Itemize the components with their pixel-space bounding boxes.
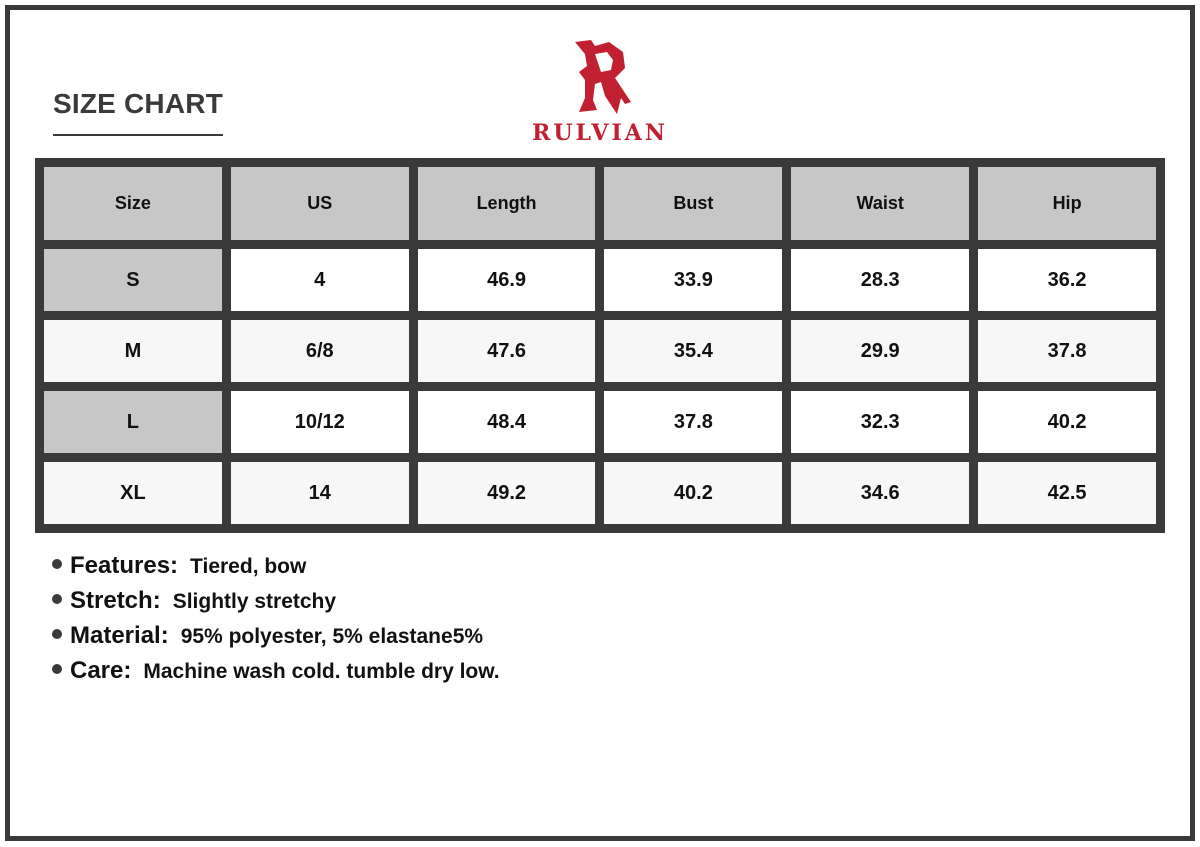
- table-row: [44, 249, 1156, 311]
- header-length: Length: [418, 167, 596, 240]
- list-item: [52, 552, 500, 587]
- feature-label: Features:: [70, 552, 179, 579]
- feature-value: Tiered, bow: [190, 555, 307, 578]
- bust-cell: 40.2: [604, 462, 782, 524]
- hip-cell: 40.2: [978, 391, 1156, 453]
- header-hip: Hip: [978, 167, 1156, 240]
- waist-cell: 34.6: [791, 462, 969, 524]
- table-row: [44, 462, 1156, 524]
- size-cell: S: [44, 249, 222, 311]
- waist-cell: 28.3: [791, 249, 969, 311]
- hip-cell: 36.2: [978, 249, 1156, 311]
- header-size: Size: [44, 167, 222, 240]
- bust-cell: 33.9: [604, 249, 782, 311]
- stretch-value: Slightly stretchy: [172, 590, 337, 613]
- hip-cell: 42.5: [978, 462, 1156, 524]
- material-value: 95% polyester, 5% elastane5%: [180, 625, 484, 648]
- header-bust: Bust: [604, 167, 782, 240]
- brand-logo: [520, 38, 680, 148]
- bust-cell: 35.4: [604, 320, 782, 382]
- list-item: [52, 587, 500, 622]
- us-cell: 14: [231, 462, 409, 524]
- material-label: Material:: [70, 622, 169, 649]
- bullet-icon: [52, 664, 62, 674]
- bust-cell: 37.8: [604, 391, 782, 453]
- size-cell: M: [44, 320, 222, 382]
- list-item: [52, 657, 500, 692]
- size-cell: XL: [44, 462, 222, 524]
- care-value: Machine wash cold. tumble dry low.: [143, 660, 500, 683]
- table-header-row: [44, 167, 1156, 240]
- brand-name: RULVIAN: [532, 120, 668, 146]
- bullet-icon: [52, 629, 62, 639]
- features-list: [52, 552, 500, 692]
- length-cell: 47.6: [418, 320, 596, 382]
- list-item: [52, 622, 500, 657]
- size-cell: L: [44, 391, 222, 453]
- table-row: [44, 391, 1156, 453]
- hip-cell: 37.8: [978, 320, 1156, 382]
- bullet-icon: [52, 559, 62, 569]
- waist-cell: 32.3: [791, 391, 969, 453]
- us-cell: 6/8: [231, 320, 409, 382]
- length-cell: 48.4: [418, 391, 596, 453]
- header-waist: Waist: [791, 167, 969, 240]
- table-row: [44, 320, 1156, 382]
- bullet-icon: [52, 594, 62, 604]
- length-cell: 49.2: [418, 462, 596, 524]
- stretch-label: Stretch:: [70, 587, 161, 614]
- us-cell: 4: [231, 249, 409, 311]
- size-table: [35, 158, 1165, 533]
- waist-cell: 29.9: [791, 320, 969, 382]
- care-label: Care:: [70, 657, 132, 684]
- header-us: US: [231, 167, 409, 240]
- title-underline: [53, 134, 223, 136]
- length-cell: 46.9: [418, 249, 596, 311]
- us-cell: 10/12: [231, 391, 409, 453]
- rulvian-r-logo-icon: [565, 38, 637, 116]
- page-title: SIZE CHART: [53, 88, 223, 119]
